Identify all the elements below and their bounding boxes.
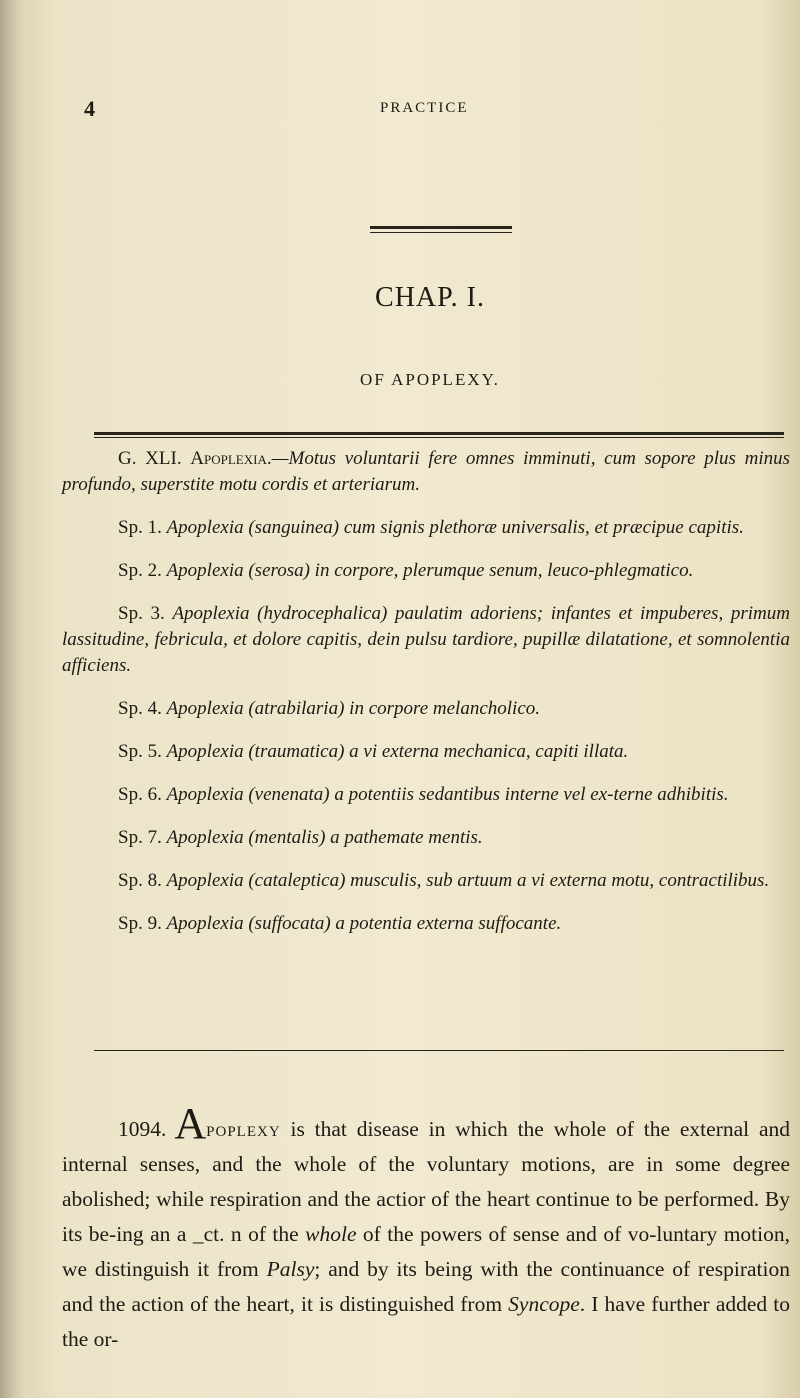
ornamental-rule <box>370 226 512 233</box>
paragraph-text: ; and by its being with the continuance of respiration and the action of the heart, it is distinguished from <box>62 1257 790 1316</box>
species-label: Sp. 5. <box>118 741 162 762</box>
species-item <box>62 868 790 894</box>
species-text: Apoplexia (hydrocephalica) paulatim adoriens; infantes et impuberes, primum lassitudine, febricula, et dolore capitis, dein pulsu tardiore, pupillæ dilatatione, et somnolentia afficiens. <box>62 603 790 676</box>
genus-label: G. XLI. <box>118 448 182 469</box>
species-text: Apoplexia (traumatica) a vi externa mechanica, capiti illata. <box>166 741 629 762</box>
paragraph-text: of the powers of sense and of vo-luntary motion, we distinguish it from <box>62 1222 790 1281</box>
section-divider-bottom <box>94 1050 784 1051</box>
species-item <box>62 825 790 851</box>
species-text: Apoplexia (cataleptica) musculis, sub artuum a vi externa motu, contractilibus. <box>166 870 770 891</box>
species-text: Apoplexia (mentalis) a pathemate mentis. <box>166 827 483 848</box>
paragraph-number: 1094. <box>118 1117 167 1141</box>
nosology-synopsis <box>62 446 790 954</box>
species-item <box>62 696 790 722</box>
page-header <box>0 96 800 126</box>
body-paragraph <box>62 1099 790 1357</box>
species-item <box>62 739 790 765</box>
species-label: Sp. 7. <box>118 827 162 848</box>
species-item <box>62 558 790 584</box>
species-label: Sp. 3. <box>118 603 165 624</box>
genus-definition <box>62 446 790 498</box>
species-text: Apoplexia (serosa) in corpore, plerumque senum, leuco-phlegmatico. <box>166 560 694 581</box>
small-caps-word: poplexy <box>206 1117 281 1141</box>
chapter-title: CHAP. I. <box>375 282 485 313</box>
emphasis-palsy: Palsy <box>266 1257 315 1281</box>
genus-name: Apoplexia. <box>190 448 272 469</box>
paragraph-text: . I have further added to the or- <box>62 1292 790 1351</box>
species-item <box>62 515 790 541</box>
species-item <box>62 601 790 679</box>
species-item <box>62 911 790 937</box>
page-number: 4 <box>84 96 95 121</box>
section-divider-top <box>94 432 784 438</box>
emphasis-whole: whole <box>305 1222 357 1246</box>
emphasis-syncope: Syncope <box>508 1292 580 1316</box>
paragraph-text: is that disease in which the whole of the external and internal senses, and the whole of the voluntary motions, are in some degree abolished; while respiration and the actior of the heart continue to be performed. By its be-ing an a _ct. n of the <box>62 1117 790 1246</box>
species-label: Sp. 9. <box>118 913 162 934</box>
species-label: Sp. 6. <box>118 784 162 805</box>
running-head: PRACTICE <box>380 100 469 116</box>
species-text: Apoplexia (sanguinea) cum signis plethoræ universalis, et præcipue capitis. <box>166 517 744 538</box>
species-label: Sp. 1. <box>118 517 162 538</box>
page-binding-shadow <box>0 0 28 1398</box>
drop-capital: A <box>174 1099 207 1148</box>
species-label: Sp. 8. <box>118 870 162 891</box>
species-label: Sp. 4. <box>118 698 162 719</box>
species-text: Apoplexia (venenata) a potentiis sedantibus interne vel ex-terne adhibitis. <box>166 784 729 805</box>
species-text: Apoplexia (suffocata) a potentia externa suffocante. <box>166 913 562 934</box>
species-label: Sp. 2. <box>118 560 162 581</box>
chapter-subtitle: OF APOPLEXY. <box>360 370 500 389</box>
genus-definition-text: —Motus voluntarii fere omnes imminuti, cum sopore plus minus profundo, superstite motu cordis et arteriarum. <box>62 448 790 495</box>
species-item <box>62 782 790 808</box>
species-text: Apoplexia (atrabilaria) in corpore melancholico. <box>166 698 541 719</box>
